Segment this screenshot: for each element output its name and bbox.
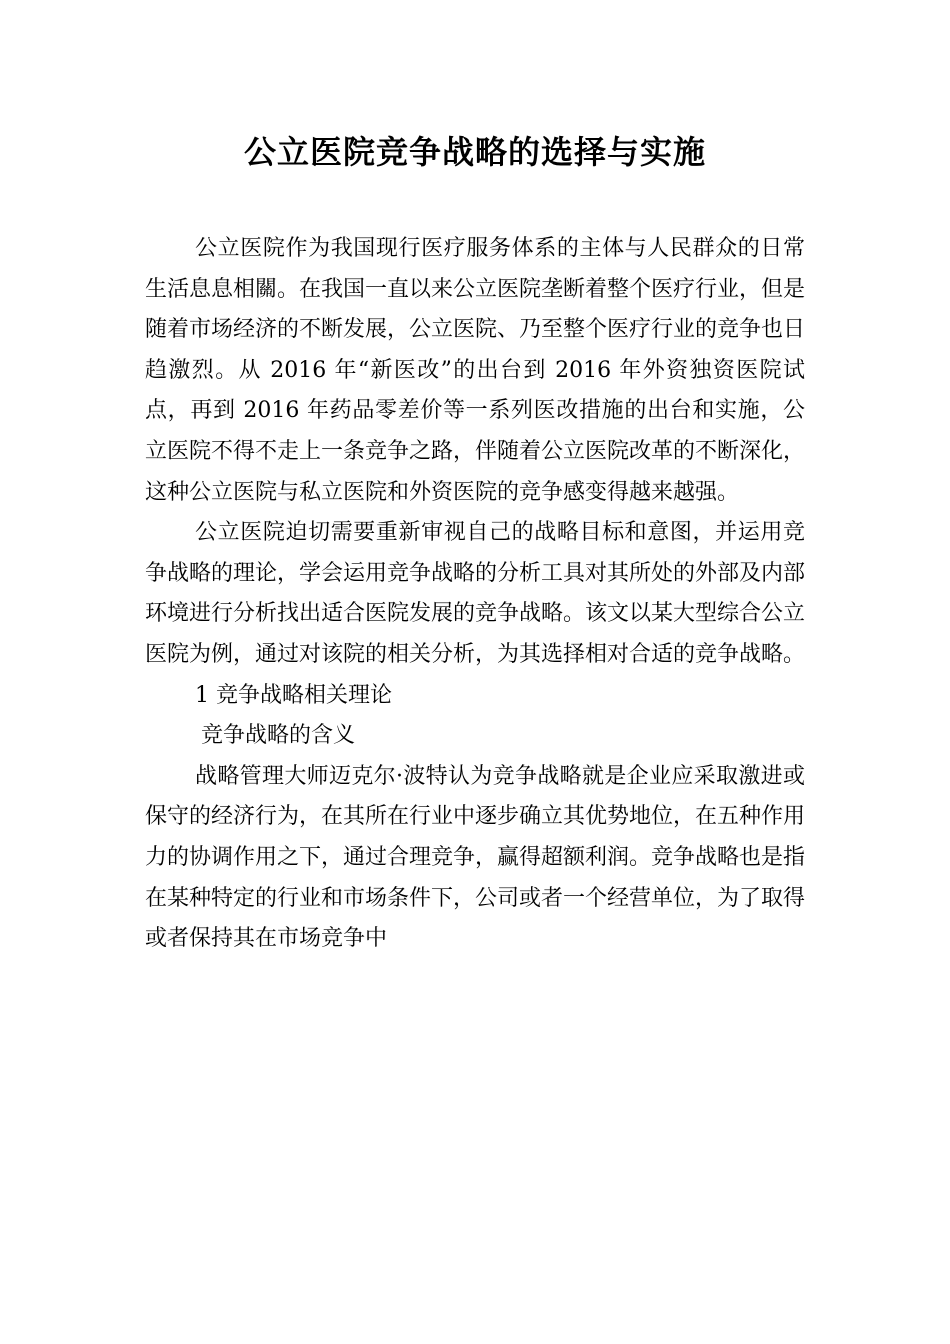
document-body [145,229,805,960]
document-title: 公立医院竞争战略的选择与实施 [243,133,706,171]
subsection-heading: 竞争战略的含义 [201,723,356,749]
paragraph: 公立医院作为我国现行医疗服务体系的主体与人民群众的日常生活息息相關。在我国一直以来公立医院垄断着整个医疗行业，但是随着市场经济的不断发展，公立医院、乃至整个医疗行业的竞争也日趋激烈。从 2016 年“新医改”的出台到 2016 年外资独资医院试点，再到 2016 年药品零差价等一系列医改措施的出台和实施，公立医院不得不走上一条竞争之路，伴随着公立医院改革的不断深化，这种公立医院与私立医院和外资医院的竞争感变得越来越强。 [145,236,806,505]
paragraph: 公立医院迫切需要重新审视自己的战略目标和意图，并运用竞争战略的理论，学会运用竞争战略的分析工具对其所处的外部及内部环境进行分析找出适合医院发展的竞争战略。该文以某大型综合公立医院为例，通过对该院的相关分析，为其选择相对合适的竞争战略。 [145,520,806,667]
section-heading: 1 竞争战略相关理论 [195,682,392,708]
paragraph: 战略管理大师迈克尔·波特认为竞争战略就是企业应采取激进或保守的经济行为，在其所在行业中逐步确立其优势地位，在五种作用力的协调作用之下，通过合理竞争，赢得超额利润。竞争战略也是指在某种特定的行业和市场条件下，公司或者一个经营单位，为了取得或者保持其在市场竞争中 [145,763,806,952]
